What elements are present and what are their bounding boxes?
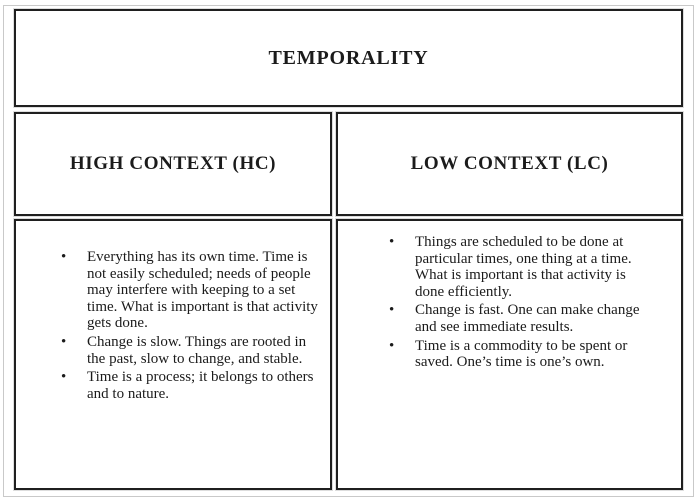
low-context-header-box	[336, 112, 683, 216]
list-item-text: Everything has its own time. Time is not easily scheduled; needs of people may interfere with keeping to a set time. What is important is that activity gets done.	[87, 249, 318, 332]
bullet-icon: •	[61, 249, 67, 265]
list-item-text: Change is slow. Things are rooted in the past, slow to change, and stable.	[87, 333, 307, 367]
list-item	[61, 369, 324, 402]
high-context-header-label: HIGH CONTEXT (HC)	[69, 153, 277, 174]
list-item	[61, 333, 324, 367]
page-title: TEMPORALITY	[268, 46, 429, 69]
list-item-text: Change is fast. One can make change and see immediate results.	[415, 302, 640, 335]
high-context-bullet-list	[16, 221, 330, 402]
list-item-text: Things are scheduled to be done at particular times, one thing at a time. What is important is that activity is done efficiently.	[415, 234, 632, 300]
high-context-header-box	[14, 112, 332, 216]
temporality-title-box	[14, 9, 683, 107]
list-item-text: Time is a process; it belongs to others and to nature.	[87, 369, 314, 402]
list-item	[389, 234, 651, 300]
bullet-icon: •	[389, 337, 395, 354]
high-context-content-box	[14, 219, 332, 490]
bullet-icon: •	[61, 369, 67, 386]
low-context-content-box	[336, 219, 683, 490]
bullet-icon: •	[389, 234, 395, 250]
low-context-bullet-list	[338, 221, 681, 371]
bullet-icon: •	[61, 333, 67, 350]
list-item	[389, 337, 651, 371]
low-context-header-label: LOW CONTEXT (LC)	[410, 153, 609, 174]
list-item	[389, 302, 651, 335]
list-item-text: Time is a commodity to be spent or saved. One’s time is one’s own.	[415, 337, 628, 371]
list-item	[61, 249, 324, 332]
bullet-icon: •	[389, 302, 395, 319]
